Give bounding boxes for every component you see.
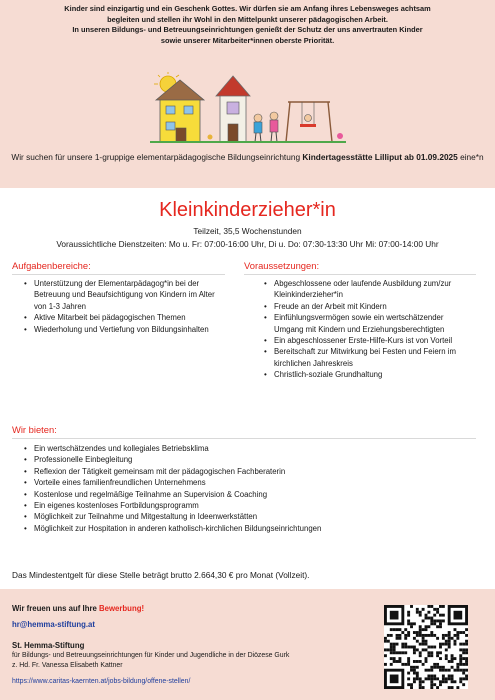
intro-line: Kinder sind einzigartig und ein Geschenk Gottes. Wir dürfen sie am Anfang ihres Lebensweges achtsam — [64, 4, 431, 13]
requirements-divider — [244, 274, 476, 275]
job-title: Kleinkinderzieher*in — [159, 199, 336, 221]
working-hours: Teilzeit, 35,5 Wochenstunden — [193, 226, 302, 236]
intro-line: In unseren Bildungs- und Betreuungseinrichtungen genießt der Schutz der uns anvertrauten Kinder — [72, 25, 423, 35]
facility-name: Kindertagesstätte Lilliput ab 01.09.2025 — [302, 152, 458, 162]
list-item: • Möglichkeit zur Teilnahme und Mitgestaltung in Ideenwerkstätten — [20, 511, 480, 522]
tasks-heading: Aufgabenbereiche: — [12, 260, 91, 271]
email-link[interactable]: hr@hemma-stiftung.at — [12, 620, 95, 629]
list-item: • Unterstützung der Elementarpädagog*in bei der Betreuung und Beaufsichtigung von Kindern im Alter von 1-3 Jahren — [20, 278, 228, 312]
organization-description: für Bildungs- und Betreuungseinrichtungen für Kinder und Jugendliche in der Diözese Gurk — [12, 652, 290, 659]
organization-name: St. Hemma-Stiftung — [12, 641, 85, 650]
search-suffix: eine*n — [457, 152, 484, 162]
list-item: • Ein abgeschlossener Erste-Hilfe-Kurs ist von Vorteil — [260, 335, 470, 346]
list-item: • Aktive Mitarbeit bei pädagogischen Themen — [20, 312, 228, 323]
search-statement — [10, 152, 485, 163]
list-item: • Abgeschlossene oder laufende Ausbildung zum/zur Kleinkinderzieher*in — [260, 278, 470, 301]
child-drawing-icon — [150, 72, 346, 146]
offer-list — [20, 443, 480, 534]
qr-code-icon[interactable] — [384, 605, 468, 689]
list-item: • Vorteile eines familienfreundlichen Unternehmens — [20, 477, 480, 488]
list-item: • Ein eigenes kostenloses Fortbildungsprogramm — [20, 500, 480, 511]
list-item: • Möglichkeit zur Hospitation in anderen katholisch-kirchlichen Bildungseinrichtungen — [20, 523, 480, 534]
intro-line: sowie unserer Mitarbeiter*innen oberste Priorität. — [160, 35, 335, 45]
list-item: • Ein wertschätzendes und kollegiales Betriebsklima — [20, 443, 480, 454]
intro-line: begleiten und stellen ihr Wohl in den Mittelpunkt unserer pädagogischen Arbeit. — [107, 14, 388, 24]
list-item: • Professionelle Einbegleitung — [20, 454, 480, 465]
application-invite — [12, 604, 144, 613]
list-item: • Kostenlose und regelmäßige Teilnahme an Supervision & Coaching — [20, 489, 480, 500]
service-times: Voraussichtliche Dienstzeiten: Mo u. Fr: 07:00-16:00 Uhr, Di u. Do: 07:30-13:30 Uhr Mi: 07:00-14:00 Uhr — [56, 239, 439, 249]
offer-divider — [12, 438, 476, 439]
list-item: • Bereitschaft zur Mitwirkung bei Festen und Feiern im kirchlichen Jahreskreis — [260, 346, 470, 369]
requirements-heading: Voraussetzungen: — [244, 260, 320, 271]
thanks-text: Wir freuen uns auf Ihre — [12, 604, 100, 613]
requirements-list — [260, 278, 470, 381]
list-item: • Einfühlungsvermögen sowie ein wertschätzender Umgang mit Kindern und Erziehungsberechtigten — [260, 312, 470, 335]
tasks-divider — [12, 274, 225, 275]
list-item: • Freude an der Arbeit mit Kindern — [260, 301, 470, 312]
website-link[interactable]: https://www.caritas-kaernten.at/jobs-bildung/offene-stellen/ — [12, 678, 191, 685]
list-item: • Reflexion der Tätigkeit gemeinsam mit der pädagogischen Fachberaterin — [20, 466, 480, 477]
salary-statement: Das Mindestentgelt für diese Stelle beträgt brutto 2.664,30 € pro Monat (Vollzeit). — [12, 570, 310, 580]
tasks-list — [20, 278, 228, 335]
list-item: • Wiederholung und Vertiefung von Bildungsinhalten — [20, 324, 228, 335]
search-prefix: Wir suchen für unsere 1-gruppige elementarpädagogische Bildungseinrichtung — [11, 152, 303, 162]
intro-text — [12, 4, 483, 46]
thanks-highlight: Bewerbung! — [99, 604, 145, 613]
list-item: • Christlich-soziale Grundhaltung — [260, 369, 470, 380]
contact-person: z. Hd. Fr. Vanessa Elisabeth Kattner — [12, 662, 123, 669]
offer-heading: Wir bieten: — [12, 424, 57, 435]
